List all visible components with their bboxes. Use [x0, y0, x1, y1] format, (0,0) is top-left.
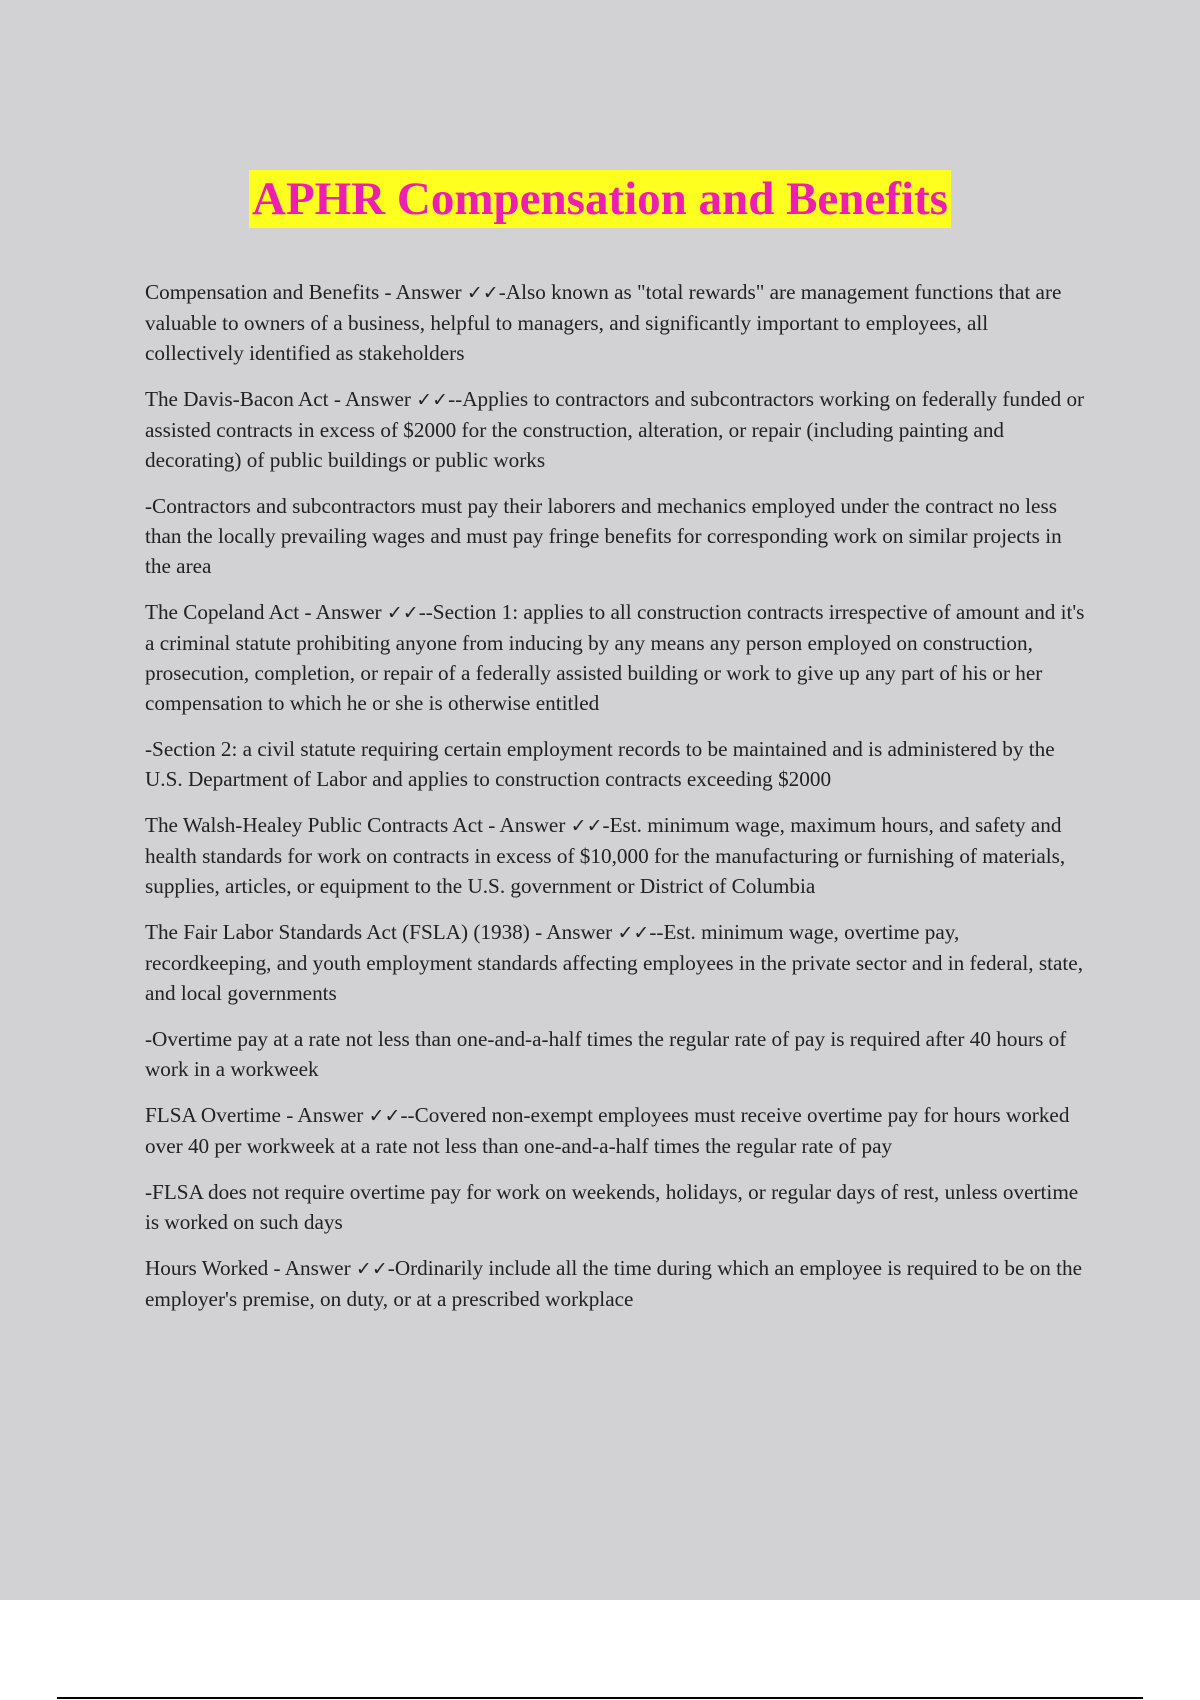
paragraph-davis-bacon-detail: [145, 491, 1090, 581]
check-icon: ✓✓: [466, 282, 499, 304]
term-label: FLSA Overtime - Answer: [145, 1103, 369, 1127]
paragraph-text: --Covered non-exempt employees must receive overtime pay for hours worked over 40 per workweek at a rate not less than one-and-a-half times the regular rate of pay: [145, 1103, 1070, 1158]
paragraph-hours-worked: [145, 1253, 1090, 1314]
paragraph-text: -Contractors and subcontractors must pay their laborers and mechanics employed under the contract no less than the locally prevailing wages and must pay fringe benefits for corresponding work on similar projects in the area: [145, 494, 1062, 578]
paragraph-text: --Section 1: applies to all construction contracts irrespective of amount and it's a criminal statute prohibiting anyone from inducing by any means any person employed on construction, prosecution, completion, or repair of a federally assisted building or work to give up any part of his or her compensation to which he or she is otherwise entitled: [145, 600, 1085, 715]
footer-divider: [57, 1697, 1143, 1699]
document-body: [145, 277, 1090, 1330]
term-label: Compensation and Benefits - Answer: [145, 280, 467, 304]
check-icon: ✓✓: [386, 602, 419, 624]
check-icon: ✓✓: [355, 1258, 388, 1280]
check-icon: ✓✓: [617, 922, 650, 944]
paragraph-compensation-and-benefits: [145, 277, 1090, 368]
paragraph-text: -Ordinarily include all the time during which an employee is required to be on the employer's premise, on duty, or at a prescribed workplace: [145, 1256, 1083, 1311]
paragraph-flsa-weekends: [145, 1177, 1090, 1237]
paragraph-text: --Applies to contractors and subcontractors working on federally funded or assisted contracts in excess of $2000 for the construction, alteration, or repair (including painting and decorating) of public buildings or public works: [145, 387, 1085, 472]
paragraph-fair-labor-standards-act: [145, 917, 1090, 1008]
term-label: The Fair Labor Standards Act (FSLA) (1938) - Answer: [145, 920, 618, 944]
term-label: The Walsh-Healey Public Contracts Act - Answer: [145, 813, 571, 837]
paragraph-text: -Overtime pay at a rate not less than one-and-a-half times the regular rate of pay is required after 40 hours of work in a workweek: [145, 1027, 1067, 1081]
paragraph-copeland-act: [145, 597, 1090, 718]
paragraph-flsa-overtime: [145, 1100, 1090, 1161]
paragraph-text: -Section 2: a civil statute requiring certain employment records to be maintained and is administered by the U.S. Department of Labor and applies to construction contracts exceeding $2000: [145, 737, 1055, 791]
term-label: The Copeland Act - Answer: [145, 600, 387, 624]
paragraph-copeland-section-2: [145, 734, 1090, 794]
term-label: The Davis-Bacon Act - Answer: [145, 387, 417, 411]
paragraph-text: -Est. minimum wage, maximum hours, and safety and health standards for work on contracts in excess of $10,000 for the manufacturing or furnishing of materials, supplies, articles, or equipment to the U.S. government or District of Columbia: [145, 813, 1066, 898]
check-icon: ✓✓: [368, 1105, 401, 1127]
paragraph-text: -FLSA does not require overtime pay for work on weekends, holidays, or regular days of rest, unless overtime is worked on such days: [145, 1180, 1079, 1234]
paragraph-davis-bacon-act: [145, 384, 1090, 475]
paragraph-text: -Also known as "total rewards" are management functions that are valuable to owners of a business, helpful to managers, and significantly important to employees, all collectively identified as stakeholders: [145, 280, 1062, 365]
paragraph-walsh-healey-act: [145, 810, 1090, 901]
paragraph-overtime-rate: [145, 1024, 1090, 1084]
title-container: [0, 170, 1200, 228]
check-icon: ✓✓: [416, 389, 449, 411]
term-label: Hours Worked - Answer: [145, 1256, 356, 1280]
check-icon: ✓✓: [570, 815, 603, 837]
document-title: APHR Compensation and Benefits: [249, 170, 951, 228]
paragraph-text: --Est. minimum wage, overtime pay, recordkeeping, and youth employment standards affecting employees in the private sector and in federal, state, and local governments: [145, 920, 1084, 1005]
